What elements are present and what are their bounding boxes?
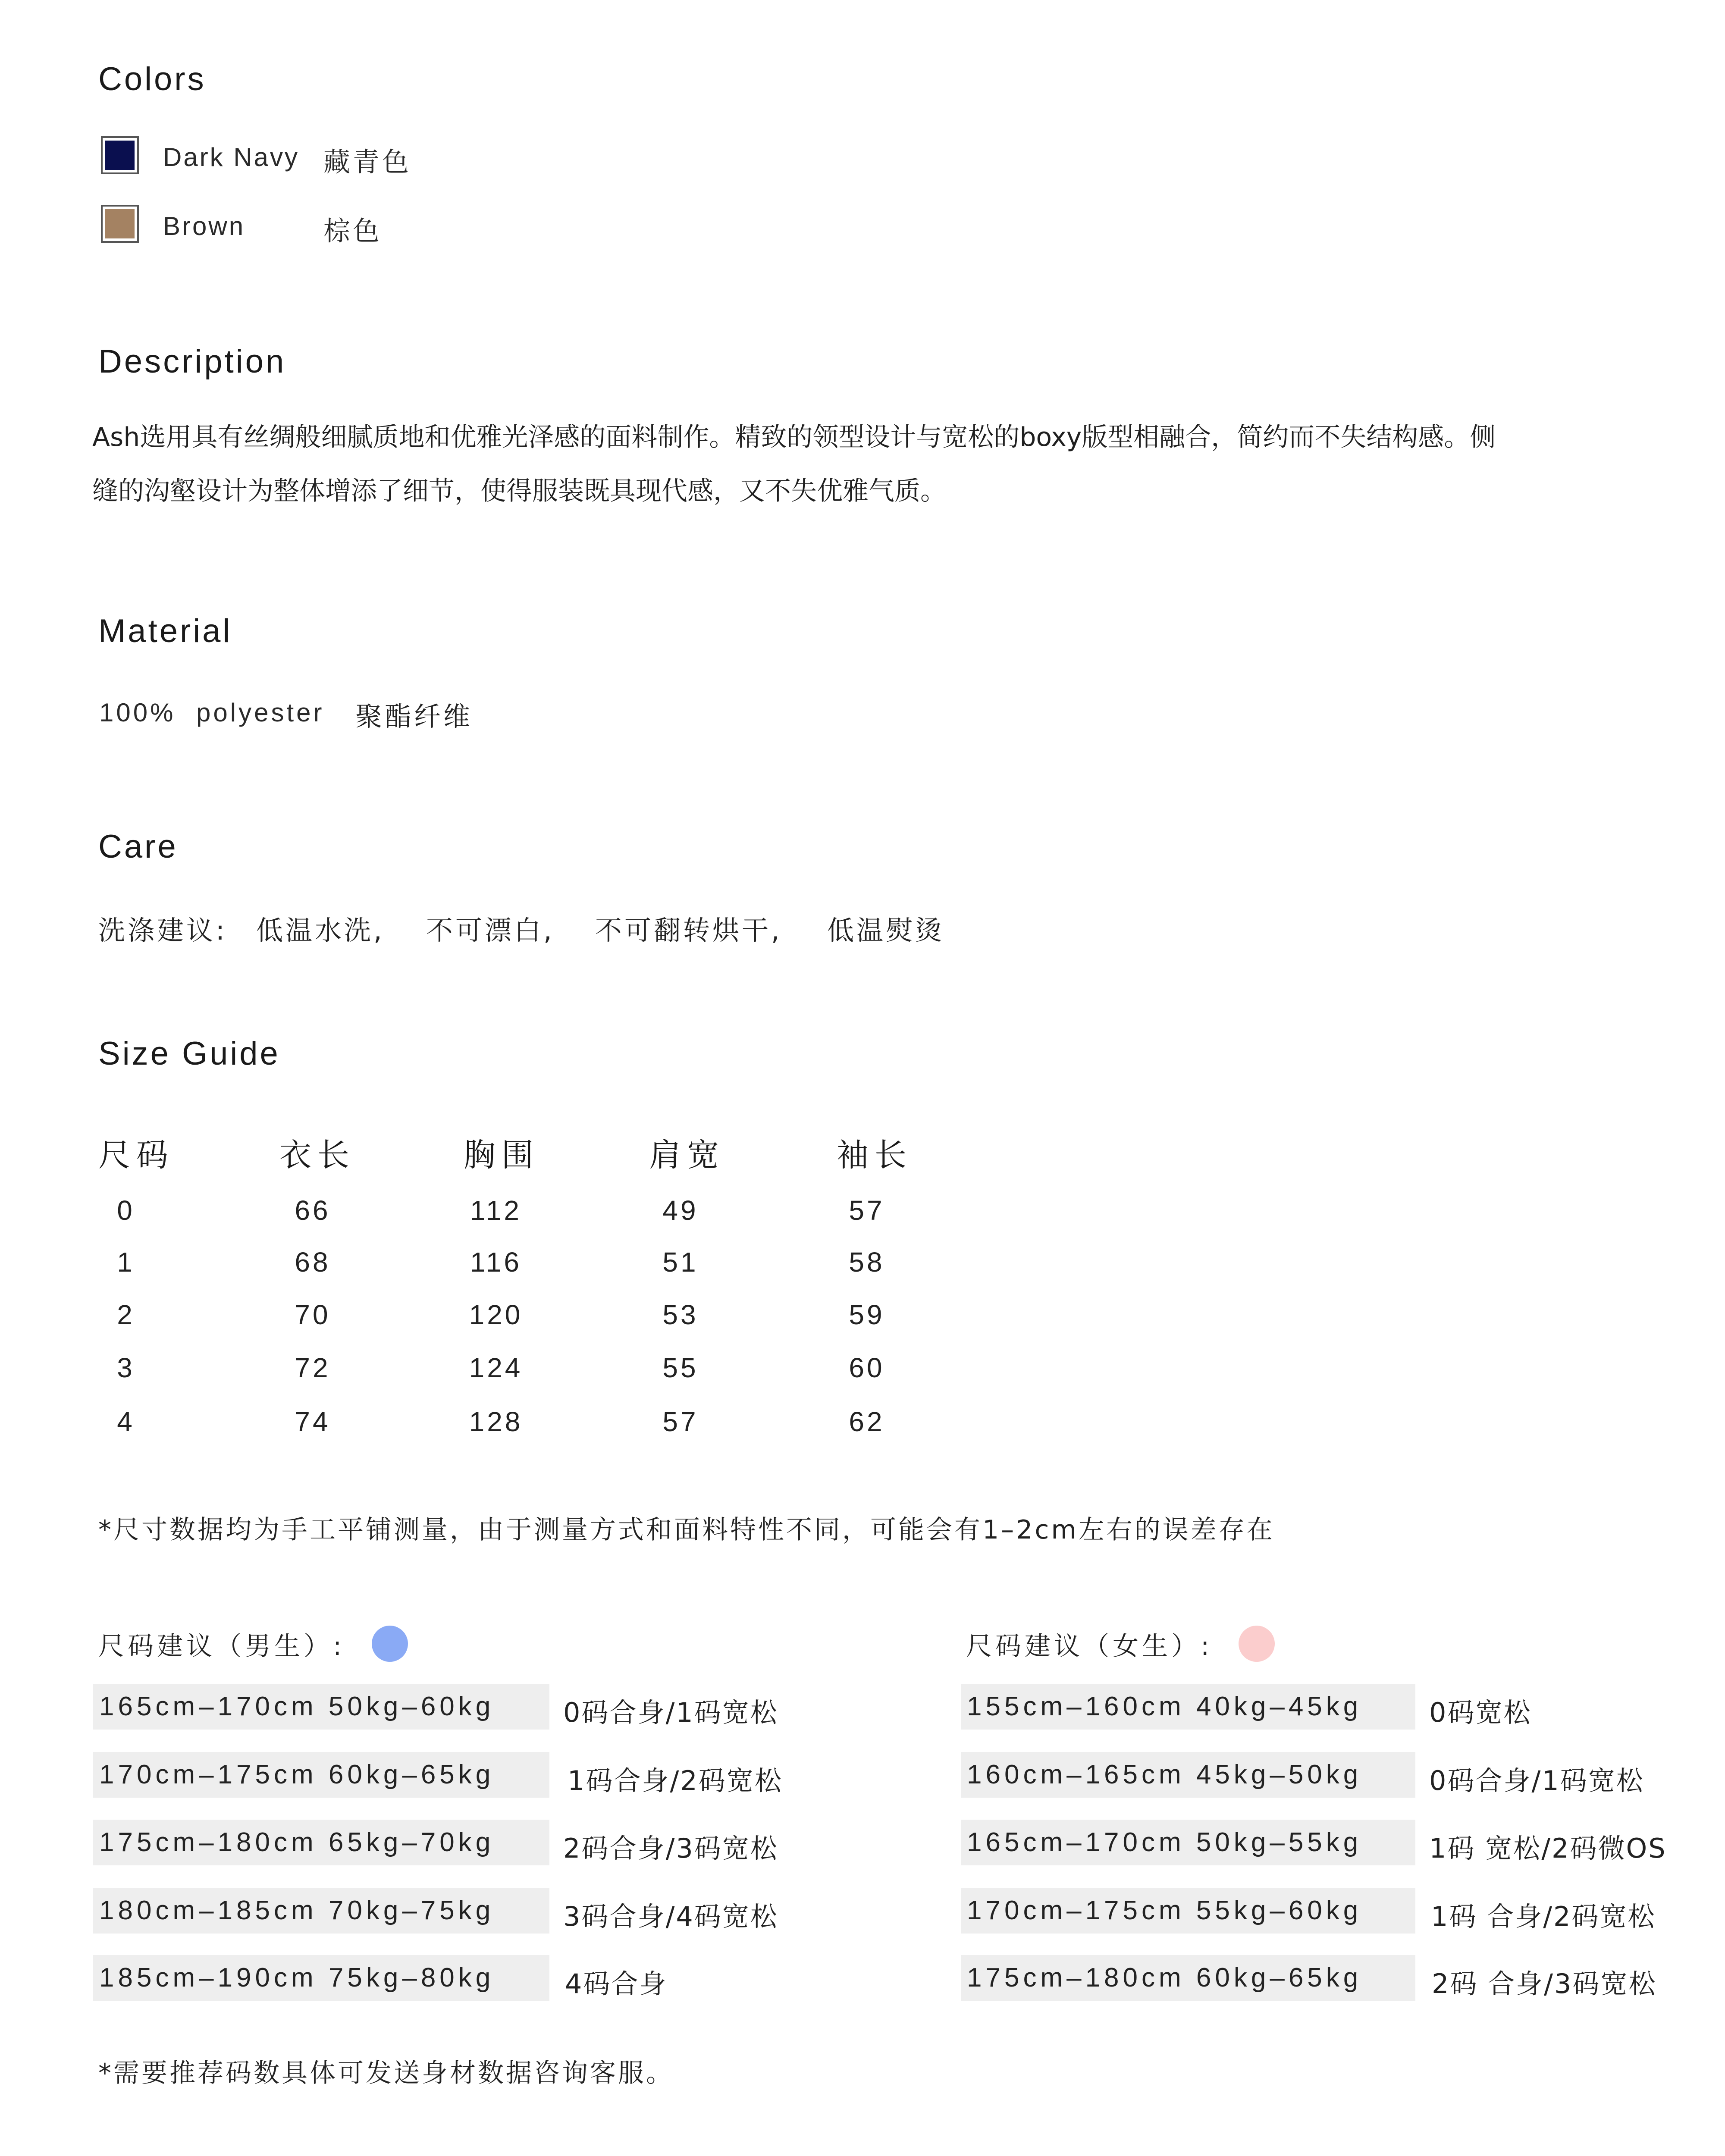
description-text: [92, 411, 1714, 518]
men-size-advice: 0码合身/1码宽松: [563, 1697, 778, 1728]
material-fabric-en: polyester: [196, 698, 325, 727]
description-heading: Description: [98, 343, 286, 380]
women-size-advice: 0码宽松: [1429, 1697, 1532, 1728]
women-size-advice: 2码 合身/3码宽松: [1432, 1968, 1657, 1999]
colors-heading: Colors: [98, 61, 206, 97]
description-line-1: Ash选用具有丝绸般细腻质地和优雅光泽感的面料制作。精致的领型设计与宽松的boxy版型相融合，简约而不失结构感。侧: [92, 422, 1496, 452]
size-table-cell: 116: [470, 1247, 522, 1278]
men-size-range: 170cm–175cm 60kg–65kg: [93, 1752, 549, 1798]
size-table-header: 尺码: [98, 1137, 174, 1174]
men-size-range: 175cm–180cm 65kg–70kg: [93, 1820, 549, 1865]
care-item: 低温水洗,: [256, 915, 385, 946]
women-recommend-label: 尺码建议（女生）:: [966, 1631, 1213, 1661]
material-fabric-cn: 聚酯纤维: [355, 701, 473, 732]
care-item: 低温熨烫: [827, 915, 945, 946]
size-table-cell: 128: [469, 1406, 523, 1437]
size-table-cell: 59: [849, 1299, 885, 1330]
size-table-cell: 57: [849, 1195, 885, 1226]
size-table-cell: 3: [117, 1352, 135, 1383]
size-guide-note: *尺寸数据均为手工平铺测量，由于测量方式和面料特性不同，可能会有1–2cm左右的误差存在: [98, 1515, 1275, 1545]
women-size-range: 160cm–165cm 45kg–50kg: [961, 1752, 1415, 1798]
size-table-cell: 70: [295, 1299, 331, 1330]
men-size-range: 165cm–170cm 50kg–60kg: [93, 1684, 549, 1730]
description-line-2: 缝的沟壑设计为整体增添了细节，使得服装既具现代感，又不失优雅气质。: [92, 476, 946, 506]
color-name-cn: 棕色: [323, 215, 383, 247]
size-table-cell: 58: [849, 1247, 885, 1278]
women-size-advice: 0码合身/1码宽松: [1429, 1765, 1644, 1796]
care-label: 洗涤建议:: [98, 915, 227, 946]
size-table-cell: 62: [849, 1406, 885, 1437]
size-guide-heading: Size Guide: [98, 1035, 280, 1072]
size-table-cell: 0: [117, 1195, 135, 1226]
size-table-header: 胸围: [464, 1137, 539, 1174]
swatch-fill: [105, 209, 135, 238]
size-table-cell: 57: [662, 1406, 699, 1437]
size-table-cell: 72: [295, 1352, 331, 1383]
size-table-cell: 49: [662, 1195, 699, 1226]
color-name-en: Brown: [163, 212, 245, 241]
size-table-cell: 2: [117, 1299, 135, 1330]
size-table-cell: 112: [470, 1195, 522, 1226]
size-table-cell: 68: [295, 1247, 331, 1278]
care-item: 不可翻转烘干,: [595, 915, 782, 946]
material-percent: 100%: [99, 698, 176, 727]
size-table-header: 肩宽: [649, 1137, 725, 1174]
men-size-advice: 2码合身/3码宽松: [563, 1833, 778, 1864]
men-size-advice: 1码合身/2码宽松: [568, 1765, 783, 1796]
size-table-cell: 53: [662, 1299, 699, 1330]
women-size-range: 175cm–180cm 60kg–65kg: [961, 1955, 1415, 2001]
women-size-range: 165cm–170cm 50kg–55kg: [961, 1820, 1415, 1865]
color-name-cn: 藏青色: [323, 146, 412, 178]
men-recommend-label: 尺码建议（男生）:: [98, 1631, 345, 1661]
care-item: 不可漂白,: [426, 915, 555, 946]
material-heading: Material: [98, 613, 232, 649]
size-table-cell: 4: [117, 1406, 135, 1437]
men-indicator-dot: [372, 1626, 408, 1662]
men-size-advice: 4码合身: [565, 1968, 668, 1999]
swatch-fill: [105, 141, 135, 170]
women-size-range: 155cm–160cm 40kg–45kg: [961, 1684, 1415, 1730]
size-table-header: 袖长: [837, 1137, 913, 1174]
women-size-range: 170cm–175cm 55kg–60kg: [961, 1888, 1415, 1934]
women-size-advice: 1码 宽松/2码微OS: [1429, 1833, 1667, 1864]
size-table-cell: 51: [662, 1247, 699, 1278]
size-table-cell: 120: [469, 1299, 523, 1330]
color-swatch-dark-navy: [101, 136, 139, 174]
color-swatch-brown: [101, 205, 139, 243]
men-size-range: 180cm–185cm 70kg–75kg: [93, 1888, 549, 1934]
footer-note: *需要推荐码数具体可发送身材数据咨询客服。: [98, 2058, 674, 2088]
size-table-cell: 60: [849, 1352, 885, 1383]
women-indicator-dot: [1239, 1626, 1275, 1662]
size-table-cell: 55: [662, 1352, 699, 1383]
size-table-cell: 74: [295, 1406, 331, 1437]
size-table-cell: 66: [295, 1195, 331, 1226]
care-heading: Care: [98, 828, 178, 865]
color-name-en: Dark Navy: [163, 143, 300, 172]
men-size-advice: 3码合身/4码宽松: [563, 1901, 778, 1932]
size-table-header: 衣长: [279, 1137, 355, 1174]
men-size-range: 185cm–190cm 75kg–80kg: [93, 1955, 549, 2001]
women-size-advice: 1码 合身/2码宽松: [1431, 1901, 1656, 1932]
size-table-cell: 1: [117, 1247, 135, 1278]
size-table-cell: 124: [469, 1352, 523, 1383]
